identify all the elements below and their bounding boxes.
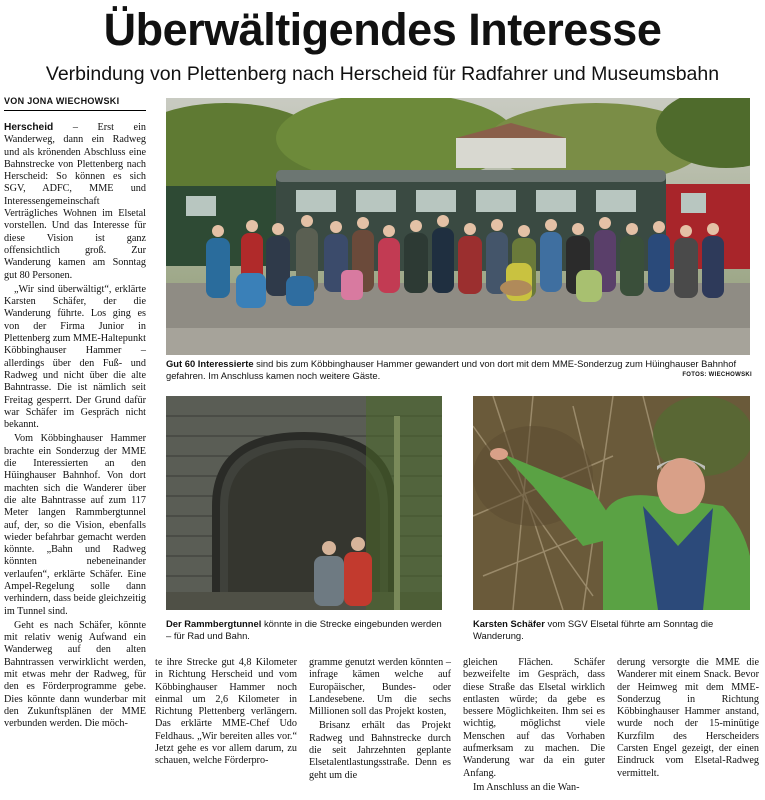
photo-credit: FOTOS: WIECHOWSKI (682, 372, 752, 378)
article-column-2: te ihre Strecke gut 4,8 Kilometer in Richtung Herscheid und vom Köbbinghauser Hammer noch einmal um 2,6 Kilometer in Richtung Plettenberg verlängern. Das erklärte MME-Chef Udo Feldhaus. „Wir bereiten alles vor.“ Jetzt gehe es vor allem darum, zu schauen, welche Förderpro- (155, 657, 297, 767)
group-photo-image (166, 98, 750, 355)
portrait-photo-image (473, 396, 750, 610)
main-photo-group (166, 98, 750, 355)
article-column-1 (4, 122, 146, 731)
paragraph-2: „Wir sind überwältigt“, erklärte Karsten Schäfer, der die Wanderung führte. Los ging es von der Firma Junior in Plettenberg zum MME-Haltepunkt Köbbinghauser Hammer – allerdings über den Fuß- und Radweg und nicht über die alte Bahntrasse. Die ist nämlich seit Freitag gesperrt. Der Grund dafür war Schäfer im Gespräch nicht bekannt. (4, 283, 146, 431)
portrait-photo (473, 396, 750, 610)
dateline: Herscheid (4, 122, 54, 133)
paragraph-3: Vom Köbbinghauser Hammer brachte ein Sonderzug der MME die Interessierten an den Hüinghauser Bahnhof. Von dort machten sich die Wanderer über die alte Bahntrasse auf zum 117 Meter langen Rammbergtunnel auf, der, so die Vision, ebenfalls wieder befahrbar gemacht werden könnte. „Bahn und Radweg könnten nebeneinander verlaufen“, erklärte Schäfer. Eine Ampel-Regelung solle dann verhindern, dass beide gleichzeitig im Tunnel sind. (4, 433, 146, 617)
author-byline: VON JONA WIECHOWSKI (4, 96, 146, 111)
portrait-photo-caption: Karsten Schäfer vom SGV Elsetal führte am Sonntag die Wanderung. (473, 618, 714, 641)
tunnel-photo-image (166, 396, 442, 610)
tunnel-photo (166, 396, 442, 610)
article-column-4: gleichen Flächen. Schäfer bezweifelte im Gespräch, dass diese Straße das Elsetal wirklich entlasten würde; da gebe es bessere Möglichkeiten. Ihm sei es wichtig, möglichst viele Menschen auf das Vorhaben aufmerksam zu machen. Die Wanderung war da ein guter Anfang. Im Anschluss an die Wan- (463, 657, 605, 793)
paragraph-4: Geht es nach Schäfer, könnte mit relativ wenig Aufwand ein Wanderweg auf den alten Bahntrassen verwirklicht werden, mit etwas mehr der Radweg, für den es Förderprogramme gebe. Dies könnte dann wunderbar mit den Zukunftsplänen der MME verbunden werden. Die möch- (4, 619, 146, 730)
tunnel-photo-caption: Der Rammbergtunnel könnte in die Strecke eingebunden werden – für Rad und Bahn. (166, 618, 442, 641)
main-photo-caption: Gut 60 Interessierte sind bis zum Köbbinghauser Hammer gewandert und von dort mit dem MME-Sonderzug zum Hüinghauser Bahnhof gefahren. Im Anschluss kamen noch weitere Gäste. (166, 358, 737, 381)
subheadline: Verbindung von Plettenberg nach Herscheid für Radfahrer und Museumsbahn (45, 63, 720, 85)
paragraph-1: Herscheid – Erst ein Wanderweg, dann ein Radweg und als krönenden Abschluss eine Bahnstrecke von Plettenberg nach Herscheid: So können es sich SGV, ADFC, MME und Interessengemeinschaft Verträgliches Wohnen im Elsetal vorstellen. Und das Interesse für diese Vision ist ganz offensichtlich groß. Zur Wanderung kamen am Sonntag gut 80 Personen. (4, 122, 146, 281)
article-column-5: derung versorgte die MME die Wanderer mit einem Snack. Bevor der Heimweg mit dem MME-Sonderzug in Richtung Köbbinghauser Hammer anstand, wurde noch der 15-minütige Kurzfilm des Herscheiders Carsten Engel gezeigt, der einen Eindruck vom Elsetal-Radweg vermittelt. (617, 657, 759, 779)
headline: Überwältigendes Interesse (103, 4, 662, 55)
article-column-3: gramme genutzt werden könnten – infrage kämen welche auf Europäischer, Bundes- oder Landesebene. Um die sechs Millionen soll das Projekt kosten, Brisanz erhält das Projekt Radweg und Bahnstrecke durch die seit Jahrzehnten geplante Elsetalentlastungsstraße. Denn es geht um die (309, 657, 451, 781)
